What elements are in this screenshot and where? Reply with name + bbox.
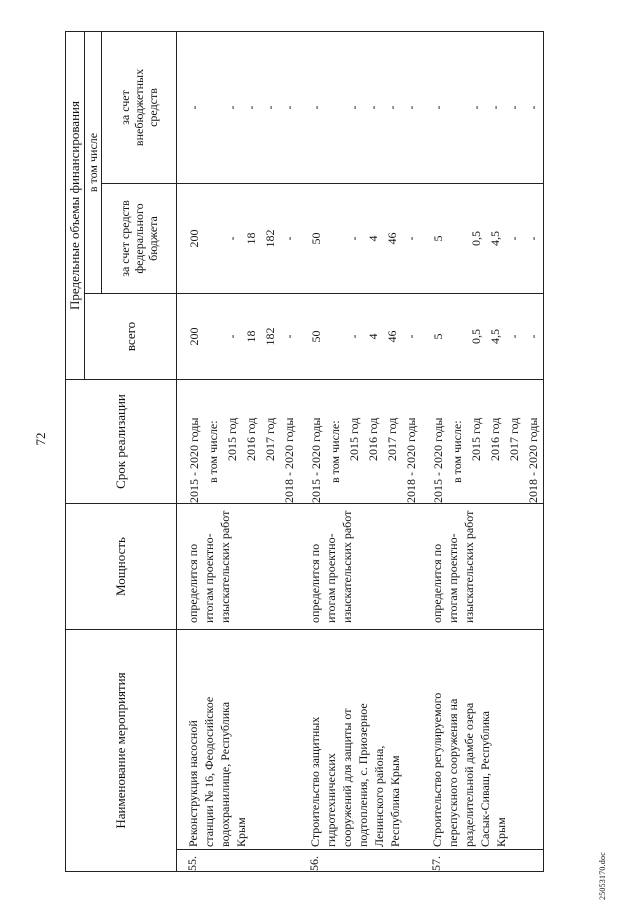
total-value: - xyxy=(225,334,239,339)
header-capacity: Мощность xyxy=(66,504,177,630)
measure-name-line: Республика Крым xyxy=(388,755,402,847)
measure-name-line: перепускного сооружения на xyxy=(446,698,460,847)
extrabudget-value: - xyxy=(404,105,418,110)
federal-value: - xyxy=(507,236,521,241)
extrabudget-value: - xyxy=(507,105,521,110)
federal-value xyxy=(326,184,345,293)
capacity-line: определится по xyxy=(430,543,444,623)
total-value: - xyxy=(507,334,521,339)
capacity-line: итогам проектно- xyxy=(324,533,338,623)
term-line: 2016 год xyxy=(488,417,502,461)
capacity-line: определится по xyxy=(186,543,200,623)
measure-name-line: Сасык-Сиваш, Республика xyxy=(478,711,492,847)
total-value: 182 xyxy=(263,327,277,346)
total-value: 50 xyxy=(309,330,323,343)
capacity-line: итогам проектно- xyxy=(446,533,460,623)
total-value: 18 xyxy=(244,330,258,343)
measure-name-line: сооружений для защиты от xyxy=(340,708,354,847)
term-line: 2018 - 2020 годы xyxy=(404,417,418,503)
total-value: 46 xyxy=(385,330,399,343)
term-line: 2015 год xyxy=(469,417,483,461)
header-extrabudget-line: внебюджетных xyxy=(132,68,146,147)
header-extrabudget-line: за счет xyxy=(118,90,132,125)
extrabudget-values xyxy=(299,31,421,183)
table-row xyxy=(421,31,544,871)
row-number: 55. xyxy=(177,850,300,872)
header-federal xyxy=(102,184,177,294)
term-line: 2016 год xyxy=(244,417,258,461)
federal-value: - xyxy=(225,236,239,241)
extrabudget-value xyxy=(204,32,223,183)
term-line: 2015 - 2020 годы xyxy=(431,417,445,503)
measure-name-line: водохранилище, Республика xyxy=(218,701,232,847)
header-federal-line: за счет средств xyxy=(118,200,132,277)
measure-name-line: гидротехнических xyxy=(324,753,338,847)
measure-name xyxy=(177,630,300,850)
measure-name-line: Крым xyxy=(234,817,248,847)
header-term: Срок реализации xyxy=(66,380,177,504)
total-value: 5 xyxy=(431,333,445,340)
total-value: 200 xyxy=(187,327,201,346)
term-line: 2015 - 2020 годы xyxy=(187,417,201,503)
header-federal-line: бюджета xyxy=(146,216,160,261)
federal-value: 18 xyxy=(244,232,258,245)
term-line: в том числе: xyxy=(206,420,220,483)
extrabudget-value: - xyxy=(469,105,483,110)
term-line: 2015 - 2020 годы xyxy=(309,417,323,503)
measure-name xyxy=(421,630,544,850)
total-value: 4 xyxy=(366,333,380,340)
federal-value: 200 xyxy=(187,229,201,248)
total-values xyxy=(299,294,421,380)
federal-value: - xyxy=(347,236,361,241)
extrabudget-value: - xyxy=(225,105,239,110)
term-list xyxy=(421,380,544,504)
total-value: - xyxy=(404,334,418,339)
page-number: 72 xyxy=(33,432,48,446)
federal-value xyxy=(204,184,223,293)
extrabudget-value: - xyxy=(244,105,258,110)
federal-value: 46 xyxy=(385,232,399,245)
term-list xyxy=(177,380,300,504)
capacity-line: итогам проектно- xyxy=(202,533,216,623)
extrabudget-value xyxy=(326,32,345,183)
total-value: - xyxy=(282,334,296,339)
extrabudget-value: - xyxy=(187,105,201,110)
federal-value: 4 xyxy=(366,235,380,242)
federal-value: 5 xyxy=(431,235,445,242)
measure-name-line: Строительство регулируемого xyxy=(430,692,444,847)
federal-value xyxy=(448,184,467,293)
federal-values xyxy=(177,184,300,294)
total-value: 4,5 xyxy=(488,329,502,344)
measure-name-line: разделительной дамбе озера xyxy=(462,702,476,847)
federal-values xyxy=(299,184,421,294)
measure-name-line: Ленинского района, xyxy=(372,745,386,847)
federal-value: - xyxy=(282,236,296,241)
total-value: 0,5 xyxy=(469,329,483,344)
header-extrabudget-line: средств xyxy=(146,88,160,127)
total-values xyxy=(177,294,300,380)
row-number: 57. xyxy=(421,850,544,872)
term-line: 2017 год xyxy=(263,417,277,461)
federal-value: 182 xyxy=(263,229,277,248)
capacity-line: определится по xyxy=(308,543,322,623)
measure-name-line: Строительство защитных xyxy=(308,716,322,847)
extrabudget-value: - xyxy=(366,105,380,110)
measure-name-line: Крым xyxy=(494,817,508,847)
capacity xyxy=(421,504,544,630)
table-row xyxy=(177,31,300,871)
total-values xyxy=(421,294,544,380)
extrabudget-value: - xyxy=(347,105,361,110)
term-line: 2018 - 2020 годы xyxy=(526,417,540,503)
total-value: - xyxy=(526,334,540,339)
capacity-line: изыскательских работ xyxy=(340,510,354,623)
capacity-line: изыскательских работ xyxy=(462,510,476,623)
term-line: 2017 год xyxy=(507,417,521,461)
extrabudget-value: - xyxy=(309,105,323,110)
federal-value: 50 xyxy=(309,232,323,245)
total-value xyxy=(204,294,223,379)
term-line: 2017 год xyxy=(385,417,399,461)
term-line: в том числе: xyxy=(328,420,342,483)
extrabudget-values xyxy=(177,31,300,183)
financing-table xyxy=(65,31,544,872)
extrabudget-value: - xyxy=(282,105,296,110)
header-financing: Предельные объемы финансирования xyxy=(66,31,85,379)
federal-values xyxy=(421,184,544,294)
total-value: - xyxy=(347,334,361,339)
federal-value: 4,5 xyxy=(488,231,502,246)
capacity xyxy=(299,504,421,630)
document-code: 25053170.doc xyxy=(598,852,607,900)
extrabudget-values xyxy=(421,31,544,183)
measure-name-line: станции № 16, Феодосийское xyxy=(202,696,216,847)
capacity xyxy=(177,504,300,630)
extrabudget-value: - xyxy=(431,105,445,110)
federal-value: - xyxy=(526,236,540,241)
table-row xyxy=(299,31,421,871)
extrabudget-value: - xyxy=(263,105,277,110)
extrabudget-value: - xyxy=(385,105,399,110)
header-extrabudget xyxy=(102,31,177,183)
measure-name-line: подтопления, с. Приозерное xyxy=(356,703,370,847)
total-value xyxy=(448,294,467,379)
federal-value: 0,5 xyxy=(469,231,483,246)
header-federal-line: федерального xyxy=(132,203,146,274)
term-line: 2018 - 2020 годы xyxy=(282,417,296,503)
table-body xyxy=(177,31,544,871)
measure-name xyxy=(299,630,421,850)
term-list xyxy=(299,380,421,504)
header-total: всего xyxy=(85,294,177,380)
term-line: 2016 год xyxy=(366,417,380,461)
federal-value: - xyxy=(404,236,418,241)
extrabudget-value xyxy=(448,32,467,183)
row-number: 56. xyxy=(299,850,421,872)
total-value xyxy=(326,294,345,379)
term-line: 2015 год xyxy=(225,417,239,461)
header-name: Наименование мероприятия xyxy=(66,630,177,872)
measure-name-line: Реконструкция насосной xyxy=(186,720,200,847)
term-line: в том числе: xyxy=(450,420,464,483)
term-line: 2015 год xyxy=(347,417,361,461)
extrabudget-value: - xyxy=(488,105,502,110)
header-including: в том числе xyxy=(85,31,102,293)
extrabudget-value: - xyxy=(526,105,540,110)
capacity-line: изыскательских работ xyxy=(218,510,232,623)
